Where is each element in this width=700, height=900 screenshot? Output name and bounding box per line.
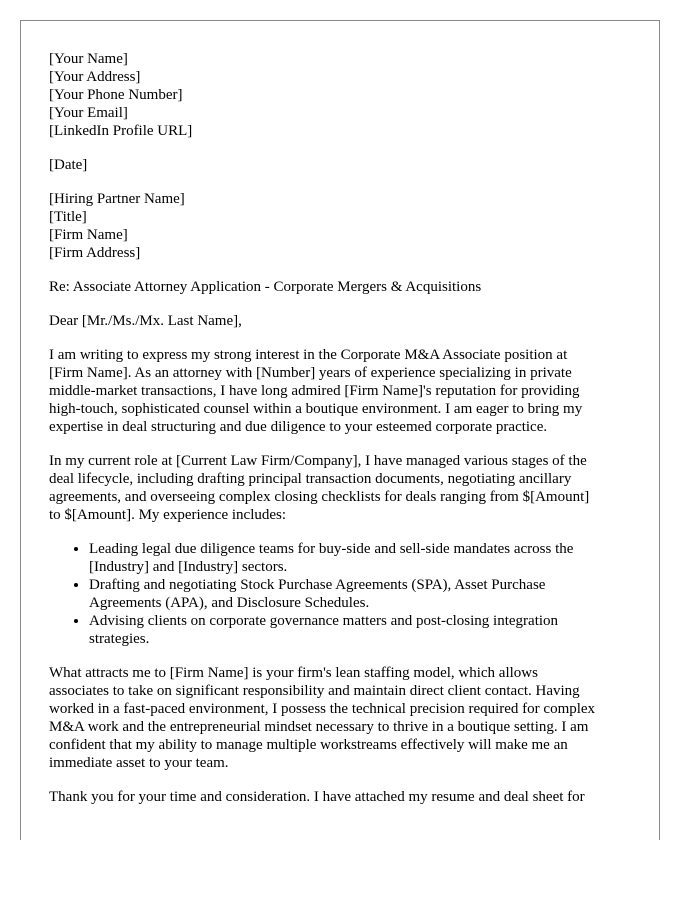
letter-date: [Date] bbox=[49, 157, 88, 173]
paragraph-line: confident that my ability to manage multiple workstreams effectively will make me an bbox=[49, 737, 568, 753]
salutation: Dear [Mr./Ms./Mx. Last Name], bbox=[49, 313, 242, 329]
list-item-line: [Industry] and [Industry] sectors. bbox=[89, 559, 288, 575]
paragraph-line: agreements, and overseeing complex closing checklists for deals ranging from $[Amount] bbox=[49, 489, 590, 505]
recipient-block bbox=[49, 190, 639, 262]
paragraph-line: worked in a fast-paced environment, I possess the technical precision required for complex bbox=[49, 701, 596, 717]
date-block bbox=[49, 156, 639, 174]
recipient-title: [Title] bbox=[49, 209, 87, 225]
paragraph-line: [Firm Name]. As an attorney with [Number] years of experience specializing in private bbox=[49, 365, 572, 381]
paragraph-motivation bbox=[49, 664, 639, 772]
sender-linkedin: [LinkedIn Profile URL] bbox=[49, 123, 193, 139]
paragraph-closing bbox=[49, 788, 639, 806]
sender-email: [Your Email] bbox=[49, 105, 128, 121]
letter-page bbox=[20, 20, 660, 840]
paragraph-line: associates to take on significant responsibility and maintain direct client contact. Having bbox=[49, 683, 580, 699]
subject-line: Re: Associate Attorney Application - Corporate Mergers & Acquisitions bbox=[49, 279, 482, 295]
experience-list bbox=[49, 540, 639, 648]
paragraph-line: M&A work and the entrepreneurial mindset necessary to thrive in a boutique setting. I am bbox=[49, 719, 589, 735]
paragraph-line: to $[Amount]. My experience includes: bbox=[49, 507, 287, 523]
recipient-address: [Firm Address] bbox=[49, 245, 141, 261]
list-item-line: • Leading legal due diligence teams for buy-side and sell-side mandates across the bbox=[89, 541, 574, 557]
paragraph-line: deal lifecycle, including drafting principal transaction documents, negotiating ancillary bbox=[49, 471, 572, 487]
list-item-line: • Advising clients on corporate governance matters and post-closing integration bbox=[89, 613, 559, 629]
paragraph-experience bbox=[49, 452, 639, 524]
list-item bbox=[89, 540, 639, 576]
letter-content bbox=[49, 50, 639, 822]
paragraph-line: expertise in deal structuring and due diligence to your esteemed corporate practice. bbox=[49, 419, 548, 435]
paragraph-line: In my current role at [Current Law Firm/Company], I have managed various stages of the bbox=[49, 453, 587, 469]
sender-phone: [Your Phone Number] bbox=[49, 87, 183, 103]
sender-name: [Your Name] bbox=[49, 51, 128, 67]
sender-block bbox=[49, 50, 639, 140]
paragraph-line: immediate asset to your team. bbox=[49, 755, 229, 771]
paragraph-line: high-touch, sophisticated counsel within a boutique environment. I am eager to bring my bbox=[49, 401, 583, 417]
list-item-line: • Drafting and negotiating Stock Purchase Agreements (SPA), Asset Purchase bbox=[89, 577, 546, 593]
recipient-name: [Hiring Partner Name] bbox=[49, 191, 185, 207]
paragraph-intro bbox=[49, 346, 639, 436]
paragraph-line: middle-market transactions, I have long admired [Firm Name]'s reputation for providing bbox=[49, 383, 580, 399]
list-item-line: strategies. bbox=[89, 631, 150, 647]
list-item bbox=[89, 612, 639, 648]
list-item-line: Agreements (APA), and Disclosure Schedules. bbox=[89, 595, 370, 611]
paragraph-line: What attracts me to [Firm Name] is your firm's lean staffing model, which allows bbox=[49, 665, 538, 681]
recipient-firm: [Firm Name] bbox=[49, 227, 128, 243]
sender-address: [Your Address] bbox=[49, 69, 141, 85]
list-item bbox=[89, 576, 639, 612]
paragraph-line: I am writing to express my strong interest in the Corporate M&A Associate position at bbox=[49, 347, 568, 363]
paragraph-line: Thank you for your time and consideration. I have attached my resume and deal sheet for bbox=[49, 789, 585, 805]
